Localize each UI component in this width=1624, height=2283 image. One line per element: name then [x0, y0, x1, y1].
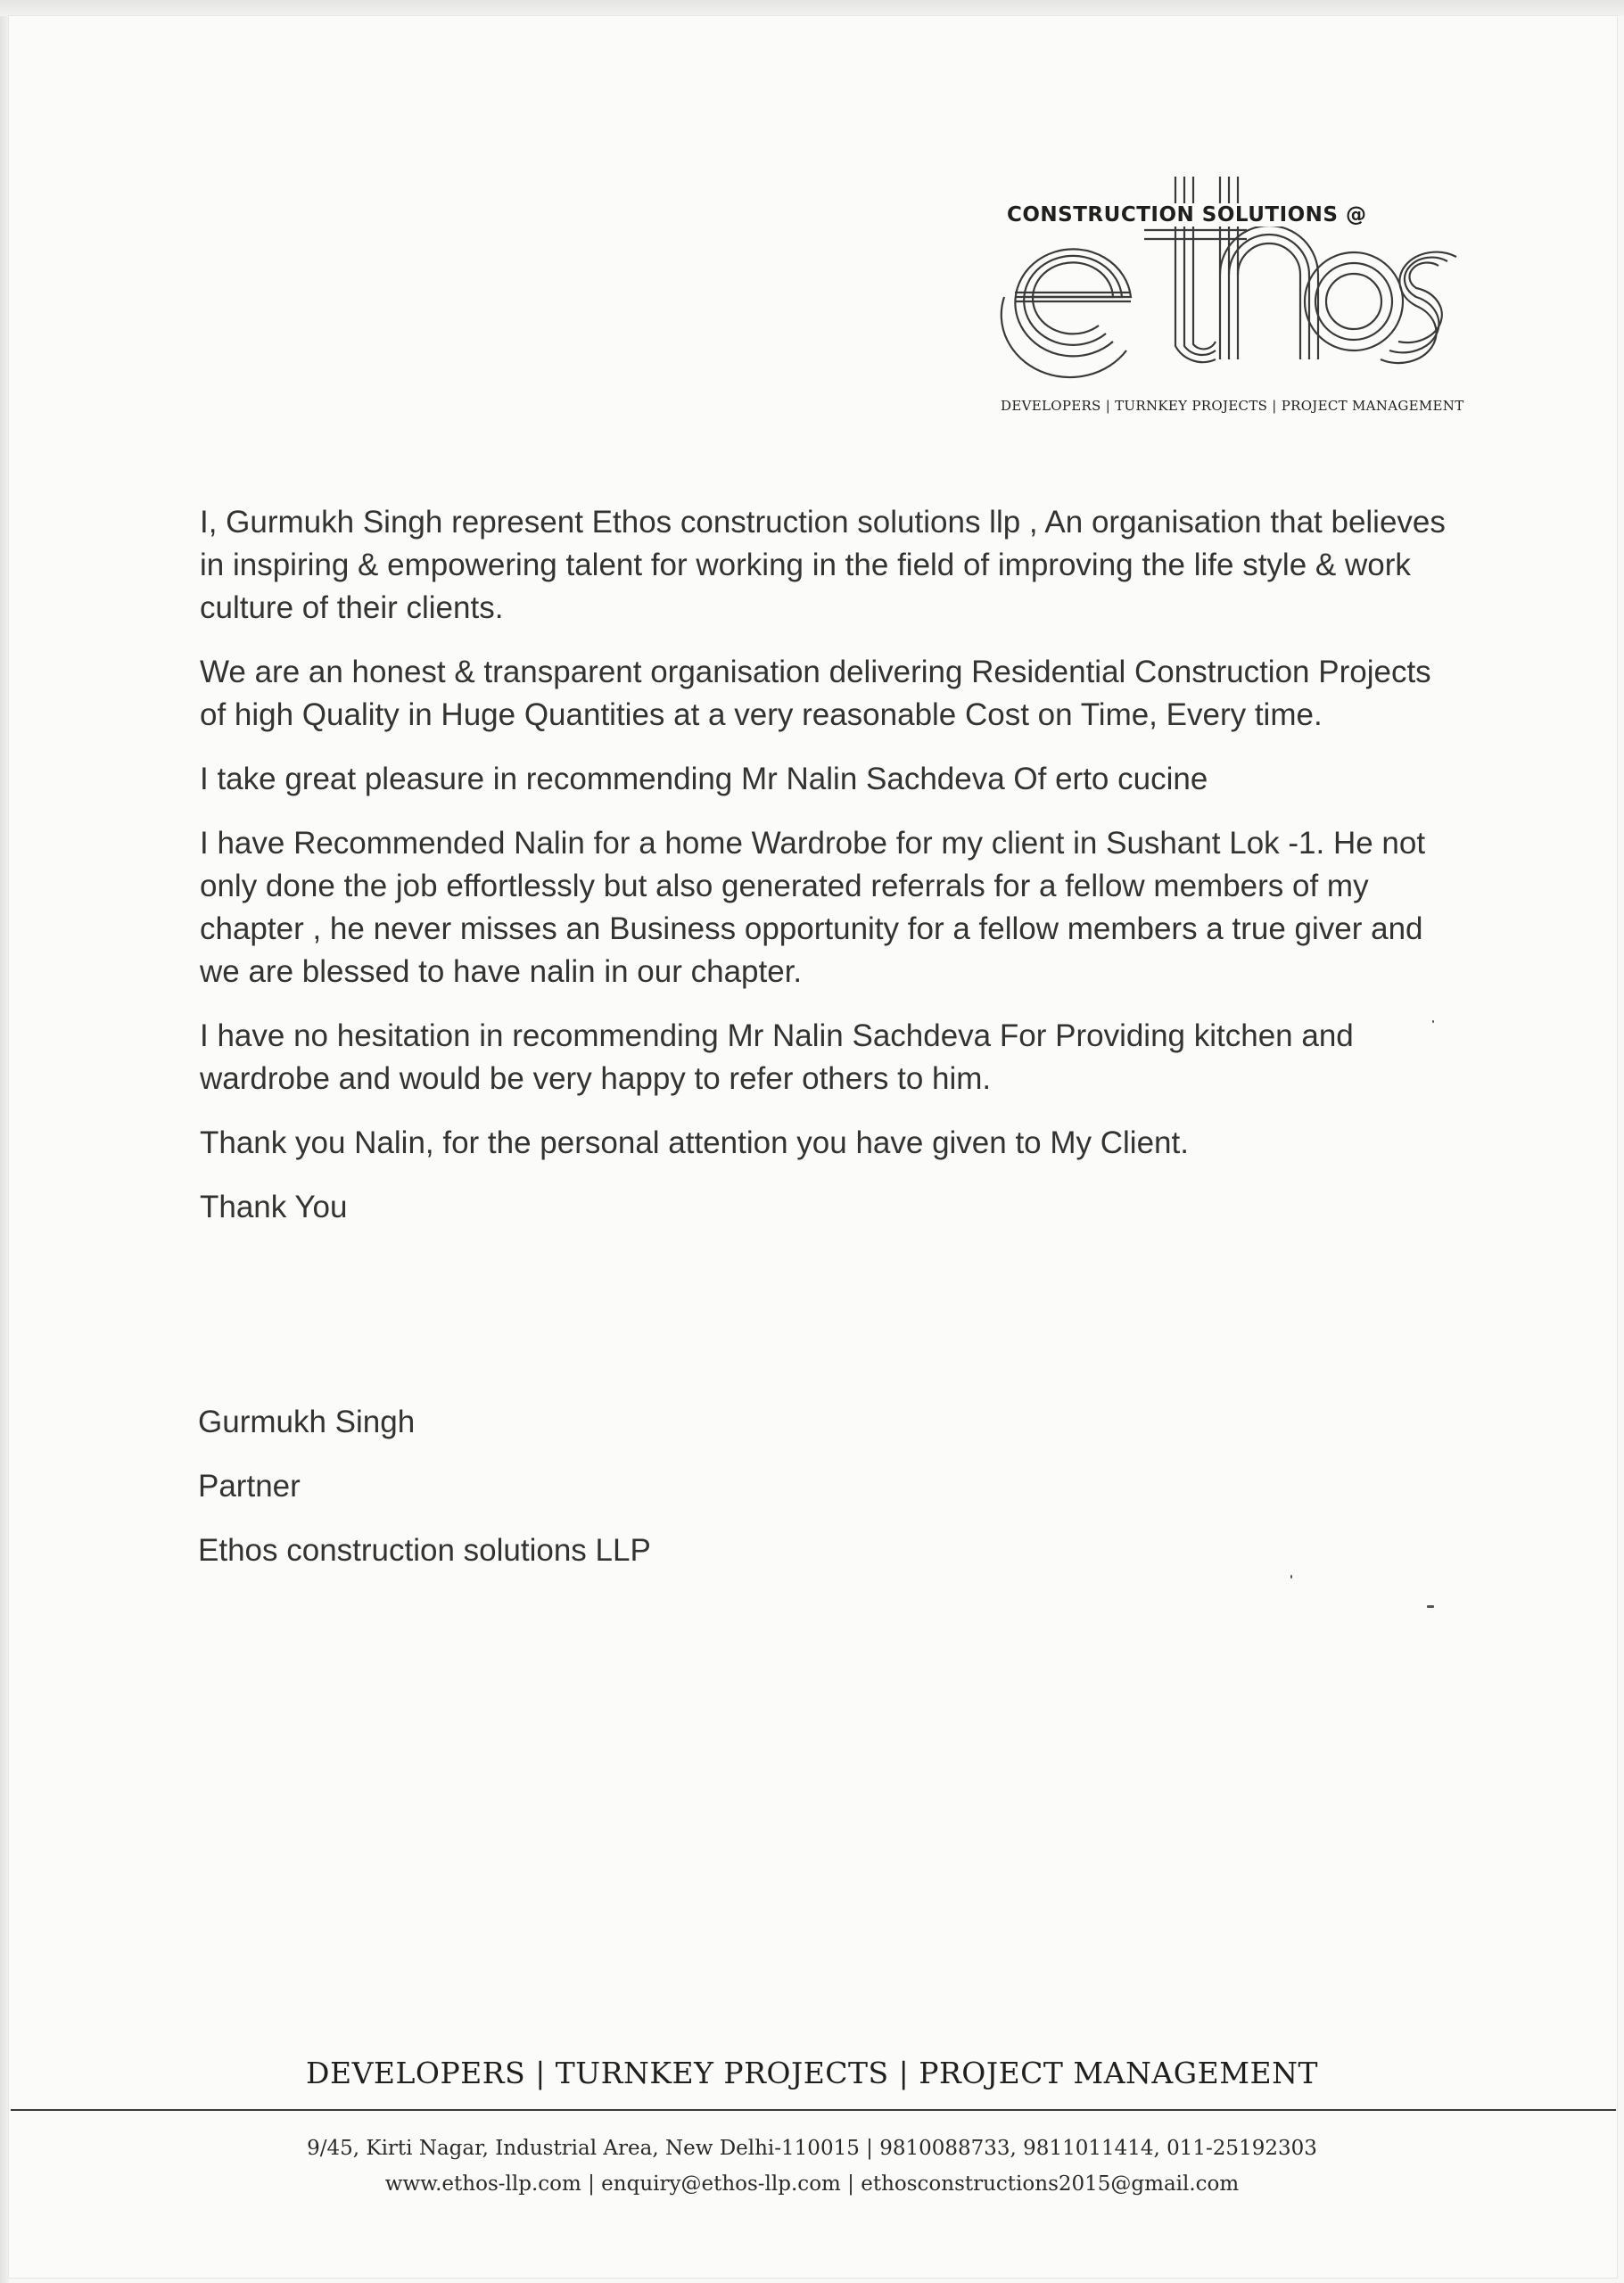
- footer-contacts: www.ethos-llp.com | enquiry@ethos-llp.com | ethosconstructions2015@gmail.com: [384, 2172, 1240, 2196]
- letter-body: [200, 501, 1448, 1250]
- scan-speck: [1427, 1605, 1434, 1608]
- paragraph-thank-you: Thank You: [200, 1190, 348, 1224]
- paragraph-no-hesitation: I have no hesitation in recommending Mr Nalin Sachdeva For Providing kitchen and wardrobe and would be very happy to refer others to him.: [200, 1018, 1354, 1096]
- footer-tagline: DEVELOPERS | TURNKEY PROJECTS | PROJECT MANAGEMENT: [306, 2056, 1318, 2090]
- scan-speck: [1290, 1575, 1292, 1578]
- paragraph-details: I have Recommended Nalin for a home Wardrobe for my client in Sushant Lok -1. He not only done the job effortlessly but also generated referrals for a fellow members of my chapter , he never misses an Business opportunity for a fellow members a true giver and we are blessed to have nalin in our chapter.: [200, 826, 1426, 989]
- logo-construction-solutions-text: CONSTRUCTION SOLUTIONS @: [1004, 203, 1370, 227]
- scan-speck: [1432, 1020, 1434, 1023]
- scan-left-edge: [0, 16, 9, 2283]
- paragraph-recommendation: I take great pleasure in recommending Mr Nalin Sachdeva Of erto cucine: [200, 762, 1208, 796]
- paragraph-thanks-nalin: Thank you Nalin, for the personal attention you have given to My Client.: [200, 1125, 1189, 1160]
- ethos-wordmark-graphic: [997, 168, 1461, 391]
- paragraph-organisation: We are an honest & transparent organisation delivering Residential Construction Projects of high Quality in Huge Quantities at a very reasonable Cost on Time, Every time.: [200, 655, 1431, 732]
- ethos-logo: [997, 168, 1464, 426]
- footer-address: 9/45, Kirti Nagar, Industrial Area, New Delhi-110015 | 9810088733, 9811011414, 011-25192303: [307, 2137, 1317, 2160]
- logo-tagline: DEVELOPERS | TURNKEY PROJECTS | PROJECT MANAGEMENT: [1001, 398, 1464, 414]
- signatory-title: Partner: [198, 1469, 301, 1504]
- paragraph-introduction: I, Gurmukh Singh represent Ethos construction solutions llp , An organisation that believes in inspiring & empowering talent for working in the field of improving the life style & work culture of their clients.: [200, 505, 1446, 625]
- signatory-name: Gurmukh Singh: [198, 1405, 416, 1439]
- scan-top-edge: [0, 0, 1624, 16]
- letter-e-graphic: [1002, 249, 1131, 377]
- signatory-company: Ethos construction solutions LLP: [198, 1533, 651, 1568]
- signature-block: [198, 1401, 651, 1594]
- footer-divider: [11, 2109, 1616, 2111]
- letter-o-graphic: [1305, 252, 1403, 350]
